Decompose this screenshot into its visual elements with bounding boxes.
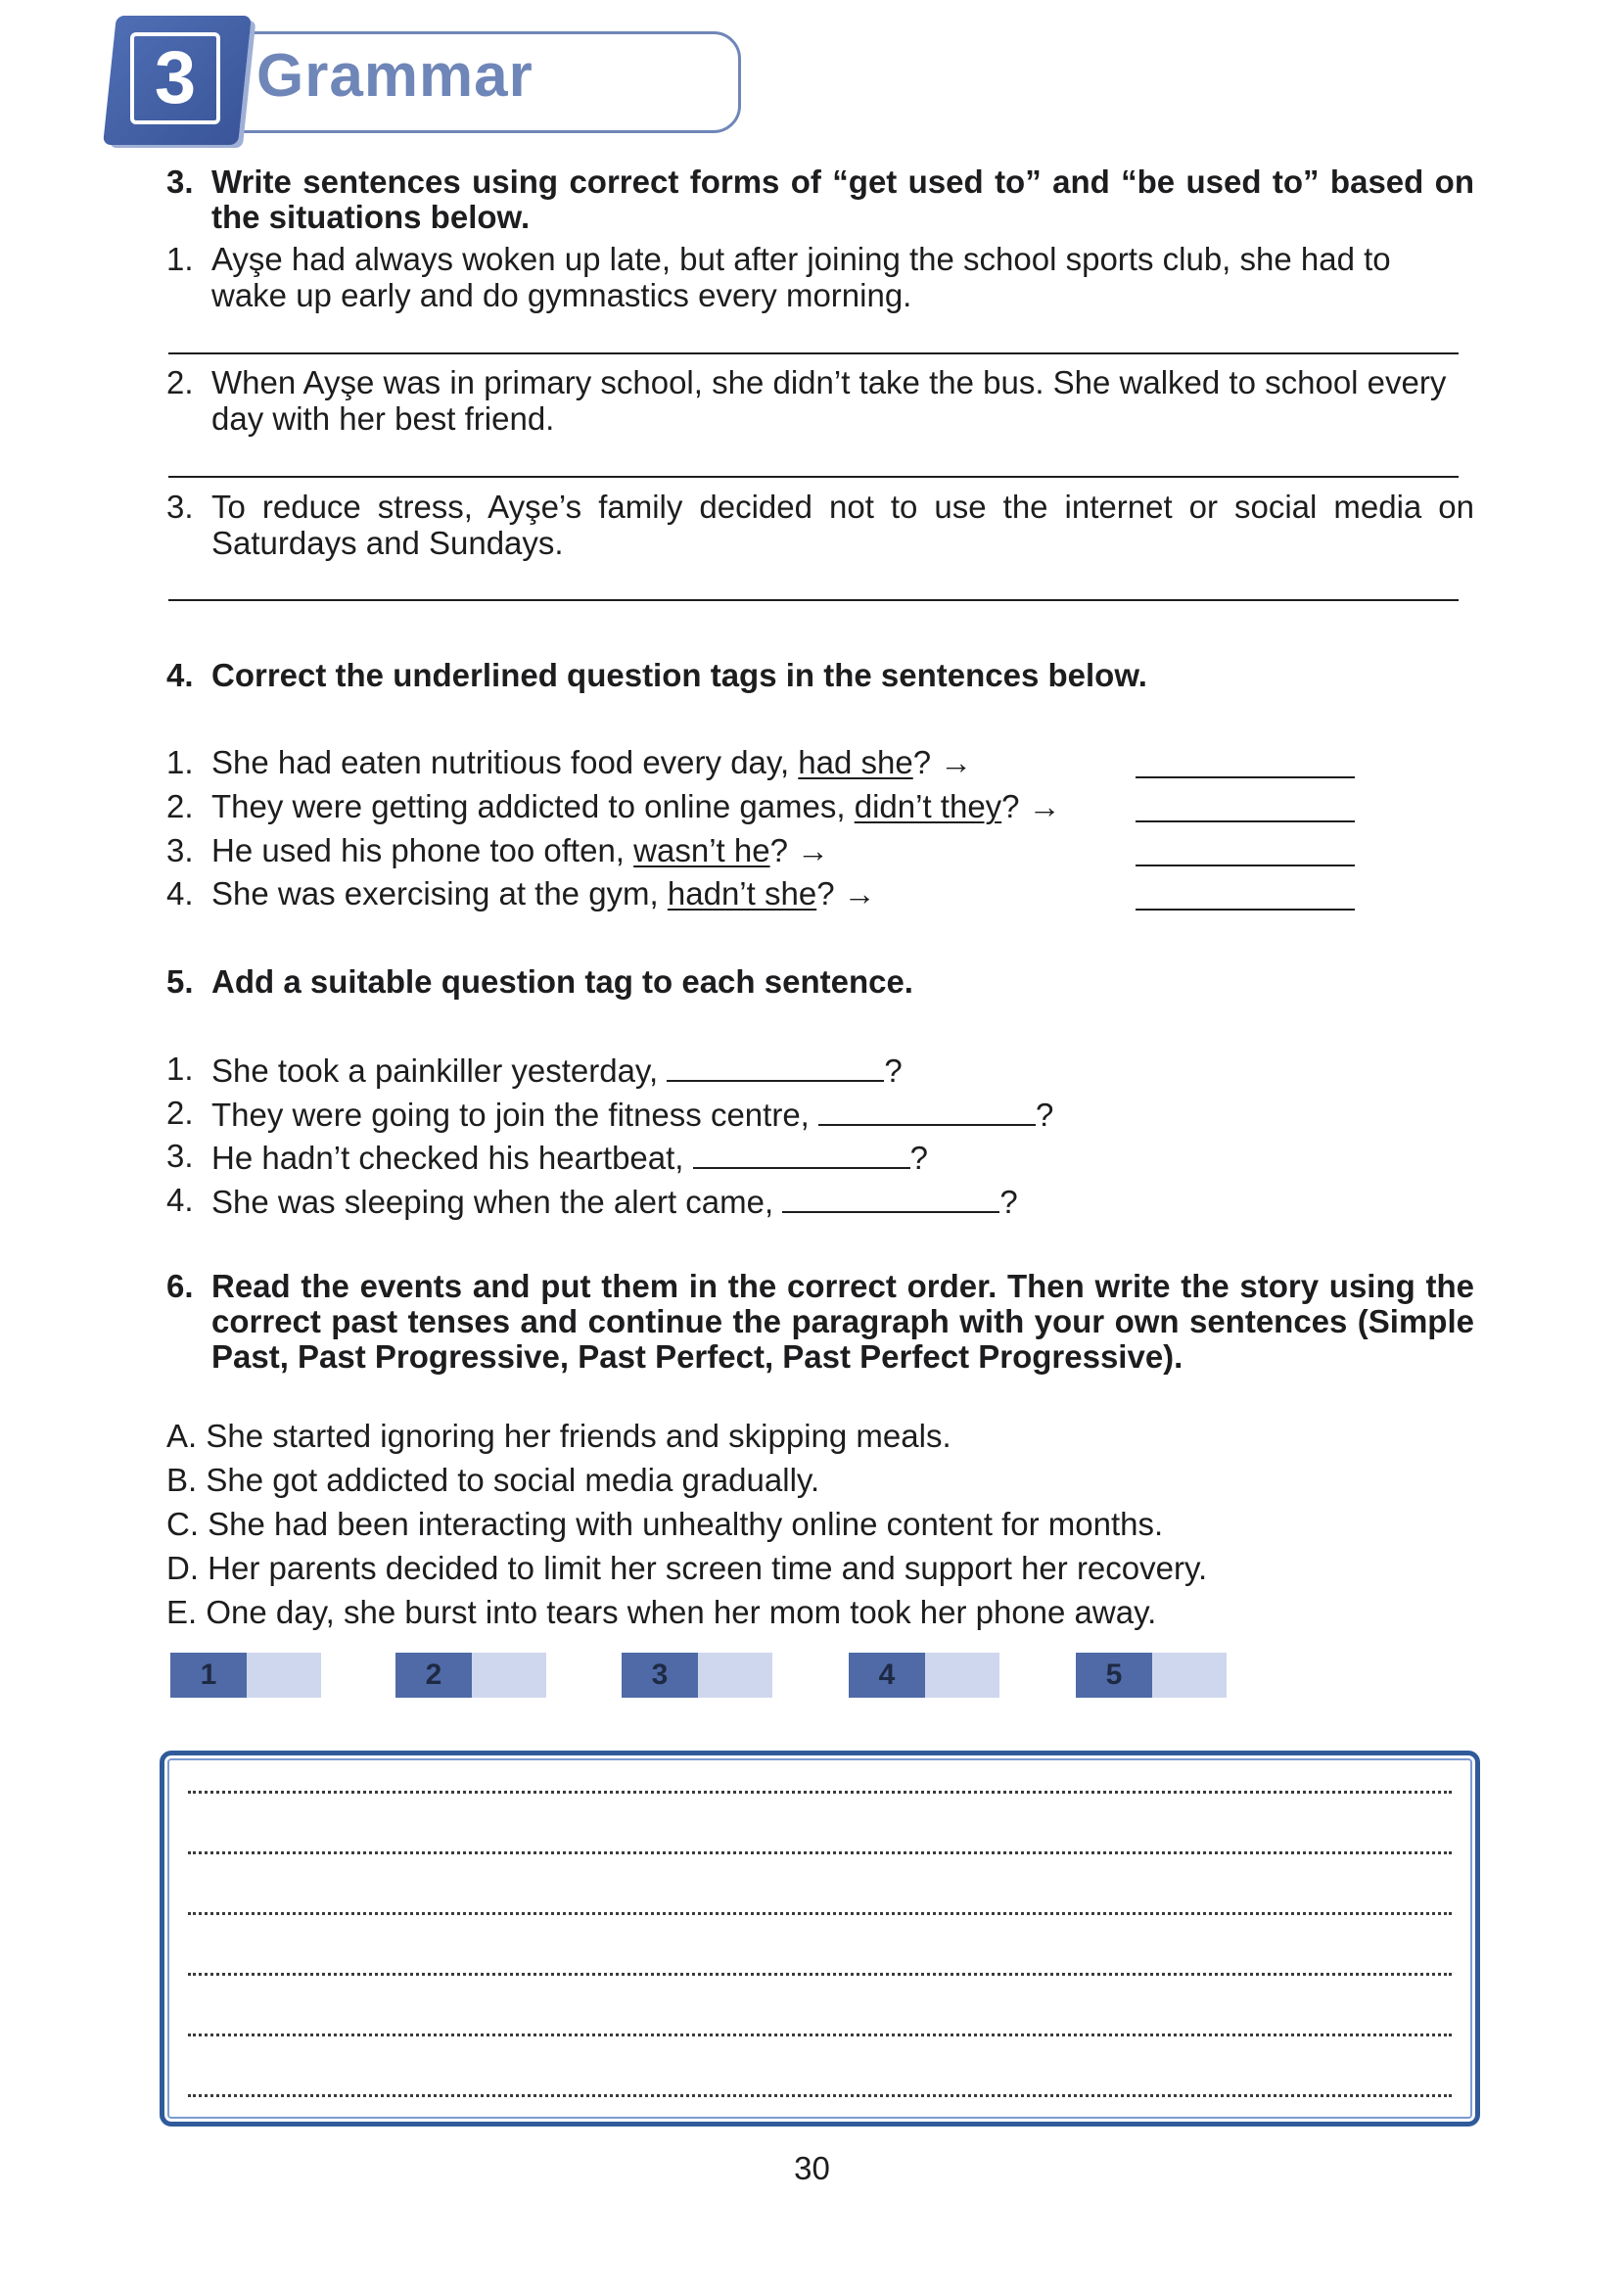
exercise-6-heading xyxy=(166,1269,1474,1375)
order-number: 1 xyxy=(170,1653,247,1698)
order-number: 4 xyxy=(849,1653,925,1698)
answer-line[interactable] xyxy=(1136,909,1355,911)
order-slot-5[interactable] xyxy=(1076,1653,1227,1698)
list-item xyxy=(166,1095,1341,1133)
order-number: 3 xyxy=(622,1653,698,1698)
order-slot-4[interactable] xyxy=(849,1653,999,1698)
item-number: 3. xyxy=(166,1138,194,1174)
question-mark: ? xyxy=(909,1140,929,1176)
answer-line[interactable] xyxy=(1136,820,1355,822)
question-mark: ? xyxy=(999,1184,1018,1220)
underlined-tag: didn’t they xyxy=(854,788,1002,824)
tag-blank[interactable] xyxy=(782,1182,999,1213)
exercise-4-heading xyxy=(166,658,1474,693)
tag-blank[interactable] xyxy=(693,1138,910,1169)
exercise-number: 3. xyxy=(166,164,194,200)
item-number: 4. xyxy=(166,1182,194,1218)
writing-line[interactable] xyxy=(188,1791,1452,1794)
exercise-instruction: Correct the underlined question tags in the sentences below. xyxy=(211,657,1147,693)
question-mark: ? xyxy=(1036,1097,1054,1133)
list-item xyxy=(166,1182,1341,1220)
exercise-instruction: Add a suitable question tag to each sentence. xyxy=(211,963,913,1000)
item-number: 3. xyxy=(166,832,194,868)
exercise-3-heading xyxy=(166,164,1474,235)
page-number: 30 xyxy=(794,2150,830,2186)
list-item xyxy=(166,489,1474,561)
tag-blank[interactable] xyxy=(818,1095,1036,1126)
list-item xyxy=(166,364,1474,437)
list-item xyxy=(166,241,1474,313)
event-item: D. Her parents decided to limit her screen time and support her recovery. xyxy=(166,1550,1208,1586)
sentence-end: ? → xyxy=(1001,788,1061,824)
item-number: 3. xyxy=(166,489,194,525)
answer-line[interactable] xyxy=(168,476,1459,478)
item-number: 4. xyxy=(166,875,194,912)
list-item xyxy=(166,744,1145,780)
underlined-tag: had she xyxy=(798,744,913,780)
exercise-5-heading xyxy=(166,964,1474,1000)
event-item: A. She started ignoring her friends and skipping meals. xyxy=(166,1418,951,1454)
exercise-number: 4. xyxy=(166,657,194,693)
item-number: 2. xyxy=(166,364,194,400)
sentence-text: They were going to join the fitness centre, xyxy=(211,1097,819,1133)
list-item xyxy=(166,1138,1341,1176)
item-number: 1. xyxy=(166,744,194,780)
question-mark: ? xyxy=(884,1052,903,1089)
sentence-end: ? → xyxy=(816,875,876,912)
exercise-number: 5. xyxy=(166,963,194,1000)
order-number: 5 xyxy=(1076,1653,1152,1698)
answer-line[interactable] xyxy=(1136,776,1355,778)
sentence-end: ? → xyxy=(912,744,973,780)
item-text: When Ayşe was in primary school, she didn’t take the bus. She walked to school every day with her best friend. xyxy=(211,364,1447,437)
sentence-text: She was exercising at the gym, xyxy=(211,875,668,912)
exercise-instruction: Read the events and put them in the correct order. Then write the story using the correct past tenses and continue the paragraph with your own sentences (Simple Past, Past Progressive, Past Perfect, Past Perfect Progressive). xyxy=(211,1268,1474,1375)
writing-line[interactable] xyxy=(188,2094,1452,2097)
writing-line[interactable] xyxy=(188,1912,1452,1915)
sentence-text: She was sleeping when the alert came, xyxy=(211,1184,783,1220)
item-number: 1. xyxy=(166,241,194,277)
order-answer-box[interactable] xyxy=(247,1653,321,1698)
list-item xyxy=(166,832,1145,868)
underlined-tag: hadn’t she xyxy=(667,875,817,912)
sentence-text: She had eaten nutritious food every day, xyxy=(211,744,799,780)
item-number: 2. xyxy=(166,1095,194,1131)
event-item: C. She had been interacting with unhealthy online content for months. xyxy=(166,1506,1164,1542)
list-item xyxy=(166,1051,1341,1089)
order-answer-box[interactable] xyxy=(698,1653,772,1698)
item-text: To reduce stress, Ayşe’s family decided not to use the internet or social media on Saturdays and Sundays. xyxy=(211,489,1474,561)
order-slot-3[interactable] xyxy=(622,1653,772,1698)
writing-line[interactable] xyxy=(188,1973,1452,1976)
item-number: 1. xyxy=(166,1051,194,1087)
answer-line[interactable] xyxy=(1136,865,1355,866)
exercise-instruction: Write sentences using correct forms of “get used to” and “be used to” based on the situations below. xyxy=(211,164,1474,235)
story-writing-box[interactable] xyxy=(160,1751,1480,2127)
sentence-end: ? → xyxy=(769,832,830,868)
writing-line[interactable] xyxy=(188,2034,1452,2036)
tag-blank[interactable] xyxy=(667,1051,884,1082)
list-item xyxy=(166,875,1145,912)
sentence-text: They were getting addicted to online games, xyxy=(211,788,855,824)
item-number: 2. xyxy=(166,788,194,824)
unit-number: 3 xyxy=(130,32,220,124)
sentence-text: He used his phone too often, xyxy=(211,832,634,868)
item-text: Ayşe had always woken up late, but after joining the school sports club, she had to wake up early and do gymnastics every morning. xyxy=(211,241,1391,313)
order-answer-box[interactable] xyxy=(1152,1653,1227,1698)
sentence-text: He hadn’t checked his heartbeat, xyxy=(211,1140,693,1176)
order-answer-box[interactable] xyxy=(472,1653,546,1698)
event-item: E. One day, she burst into tears when her mom took her phone away. xyxy=(166,1594,1157,1630)
answer-line[interactable] xyxy=(168,599,1459,601)
order-number: 2 xyxy=(395,1653,472,1698)
exercise-number: 6. xyxy=(166,1268,194,1304)
list-item xyxy=(166,788,1145,824)
answer-line[interactable] xyxy=(168,352,1459,354)
writing-line[interactable] xyxy=(188,1851,1452,1854)
order-slot-1[interactable] xyxy=(170,1653,321,1698)
underlined-tag: wasn’t he xyxy=(633,832,770,868)
page-title: Grammar xyxy=(256,42,534,110)
order-slot-2[interactable] xyxy=(395,1653,546,1698)
sentence-text: She took a painkiller yesterday, xyxy=(211,1052,668,1089)
order-answer-box[interactable] xyxy=(925,1653,999,1698)
event-item: B. She got addicted to social media gradually. xyxy=(166,1462,820,1498)
